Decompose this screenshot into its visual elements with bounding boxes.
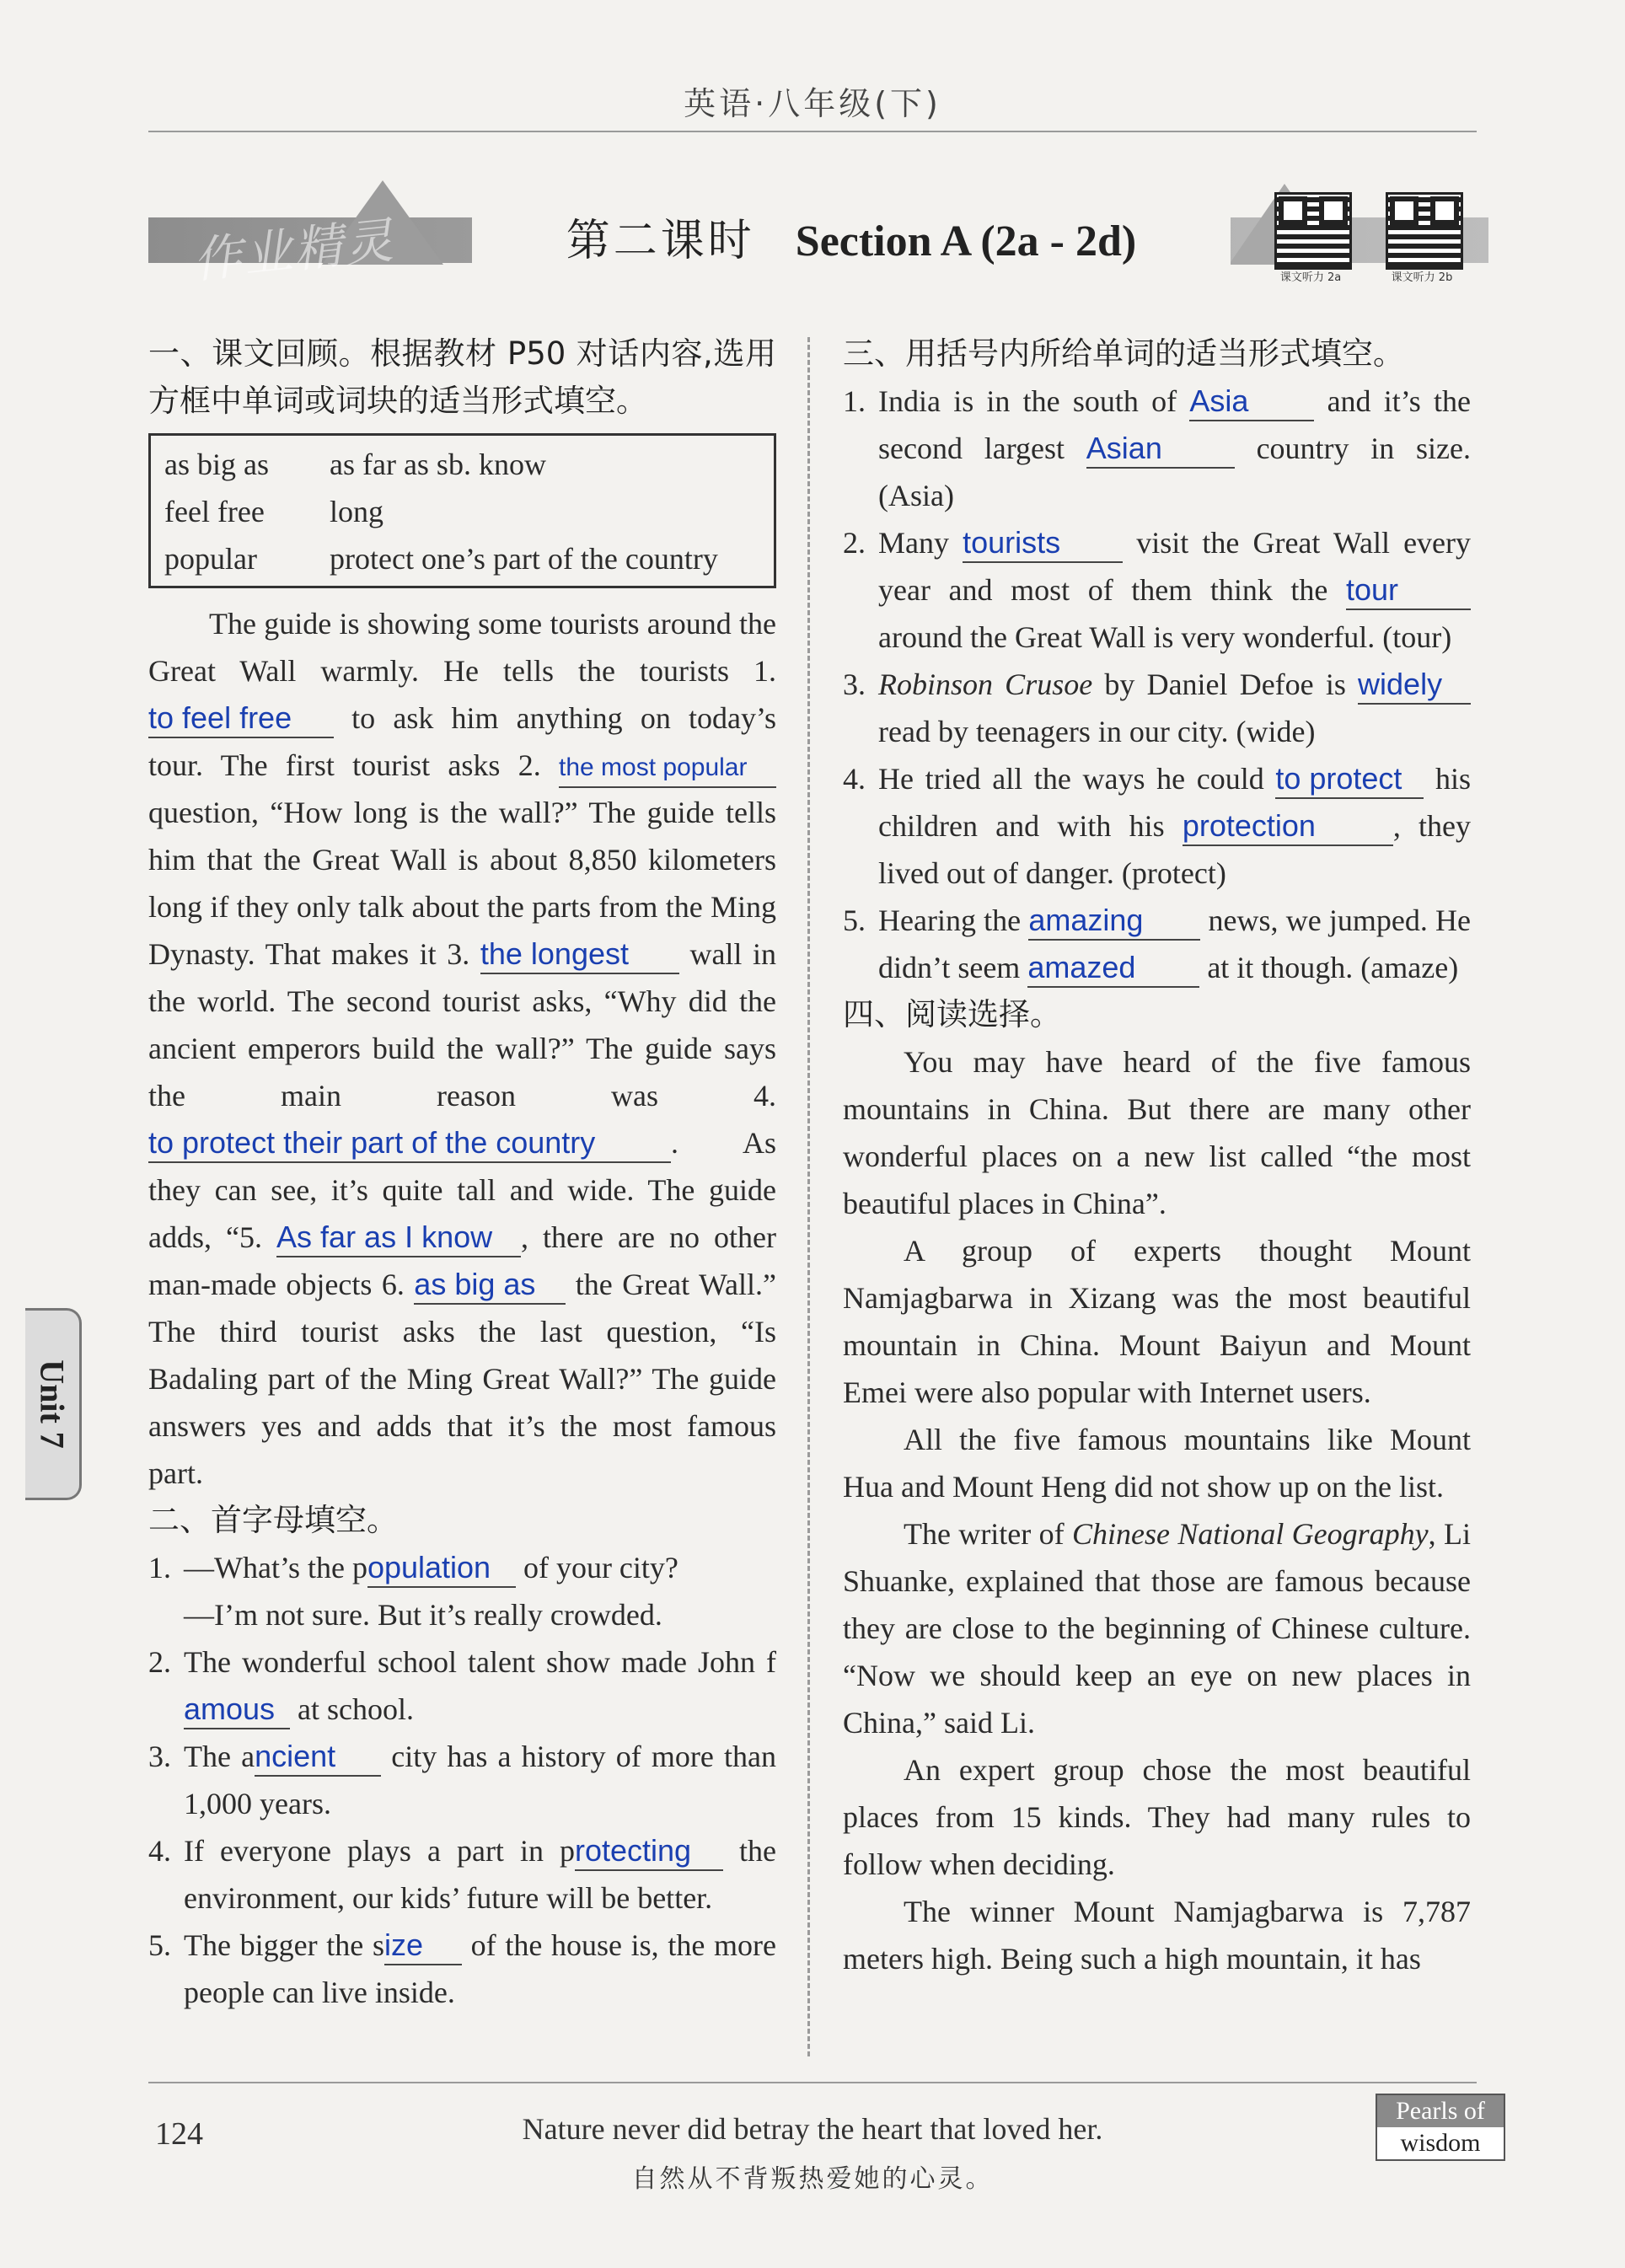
lesson-title-cn: 第二课时 xyxy=(566,216,755,266)
part3-question-2: 2. Many tourists visit the Great Wall every year and most of them think the tour around the Great Wall is very wonderful. (tour) xyxy=(843,525,1472,654)
part1-passage xyxy=(148,600,776,1497)
answer-blank[interactable]: opulation xyxy=(367,1549,516,1588)
question-text: and it’s the second largest xyxy=(878,384,1472,465)
word-box-item: popular xyxy=(164,542,257,576)
question-text: read by teenagers in our city. (wide) xyxy=(878,715,1316,748)
word-box-item: protect one’s part of the country xyxy=(330,542,718,576)
question-text: The bigger the s xyxy=(184,1928,384,1962)
part2-question-4: 4. If everyone plays a part in protecting the environment, our kids’ future will be better. xyxy=(148,1833,777,1915)
reading-paragraph: An expert group chose the most beautiful places from 15 kinds. They had many rules to follow when deciding. xyxy=(843,1753,1471,1881)
question-text: He tried all the ways he could xyxy=(878,762,1264,796)
passage-text: the Great Wall.” The third tourist asks the last question, “Is Badaling part of the Ming Great Wall?” The guide answers yes and adds that it’s the most famous part. xyxy=(148,1268,777,1490)
answer-blank-3[interactable]: the longest xyxy=(480,936,679,974)
part2-question-1: 1. —What’s the population of your city? —I’m not sure. But it’s really crowded. xyxy=(148,1550,678,1632)
part3-question-1: 1. India is in the south of Asia and it’s the second largest Asian country in size. (Asia) xyxy=(843,383,1472,512)
column-divider xyxy=(807,337,810,2056)
part1-heading: 一、课文回顾。根据教材 P50 对话内容,选用方框中单词或词块的适当形式填空。 xyxy=(148,335,776,419)
answer-blank-4[interactable]: to protect their part of the country xyxy=(148,1124,671,1163)
qr-label: 课文听力 2b xyxy=(1391,271,1453,284)
answer-blank[interactable]: to protect xyxy=(1275,760,1424,799)
question-text: Hearing the xyxy=(878,903,1022,937)
reading-text: , Li Shuanke, explained that those are famous because they are close to the beginning of Chinese culture. “Now we should keep an eye on new places in China,” said Li. xyxy=(843,1517,1471,1740)
question-text: of the house is, the more people can live inside. xyxy=(184,1928,777,2009)
answer-blank[interactable]: rotecting xyxy=(575,1832,723,1871)
question-text: around the Great Wall is very wonderful. (tour) xyxy=(878,620,1452,654)
passage-text: to ask him anything on today’s tour. The first tourist asks 2. xyxy=(148,701,776,782)
pearls-top: Pearls of xyxy=(1377,2095,1504,2127)
passage-text: The guide is showing some tourists around the Great Wall warmly. He tells the tourists 1. xyxy=(148,607,776,688)
question-text: If everyone plays a part in p xyxy=(184,1834,575,1868)
question-text: visit the Great Wall every year and most of them think the xyxy=(878,526,1472,607)
answer-blank-1[interactable]: to feel free xyxy=(148,700,334,738)
word-box-item: feel free xyxy=(164,495,265,528)
answer-blank-5[interactable]: As far as I know xyxy=(276,1219,521,1257)
quote-english: Nature never did betray the heart that loved her. xyxy=(522,2112,1103,2146)
reading-text: The writer of xyxy=(904,1517,1065,1551)
right-column xyxy=(843,330,1471,1982)
part3-question-5: 5. Hearing the amazing news, we jumped. He didn’t seem amazed at it though. (amaze) xyxy=(843,897,1471,991)
answer-blank[interactable]: tourists xyxy=(963,524,1123,563)
question-text: news, we jumped. He didn’t seem xyxy=(878,903,1472,984)
watermark-logo: 作业精灵 xyxy=(190,211,398,290)
word-box-item: long xyxy=(330,495,384,528)
part2-question-3: 3. The ancient city has a history of more than 1,000 years. xyxy=(148,1739,777,1820)
page-number: 124 xyxy=(155,2116,203,2152)
answer-blank[interactable]: amazing xyxy=(1028,902,1200,941)
question-text: Many xyxy=(878,526,949,560)
part2-question-5: 5. The bigger the size of the house is, the more people can live inside. xyxy=(148,1928,777,2009)
reading-paragraph: You may have heard of the five famous mountains in China. But there are many other wonderful places on a new list called “the most beautiful places in China”. xyxy=(843,1045,1471,1220)
passage-text: . As they can see, it’s quite tall and wide. The guide adds, “5. xyxy=(148,1126,776,1254)
passage-text: , there are no other man-made objects 6. xyxy=(148,1220,776,1301)
question-text: at school. xyxy=(298,1692,414,1726)
qr-code-icon[interactable] xyxy=(1274,192,1352,270)
answer-blank[interactable]: protection xyxy=(1183,807,1393,846)
word-box xyxy=(148,433,776,588)
reading-paragraph xyxy=(843,1510,1471,1746)
answer-blank[interactable]: ize xyxy=(384,1927,462,1965)
answer-blank-2[interactable]: the most popular xyxy=(559,749,776,788)
question-text: —What’s the p xyxy=(184,1551,367,1584)
answer-blank[interactable]: amazed xyxy=(1027,949,1199,988)
part4-heading: 四、阅读选择。 xyxy=(843,996,1061,1032)
header-rule xyxy=(148,131,1477,132)
reading-paragraph: The winner Mount Namjagbarwa is 7,787 meters high. Being such a high mountain, it has xyxy=(843,1895,1471,1976)
question-text: city has a history of more than 1,000 years. xyxy=(184,1740,777,1820)
quote-chinese: 自然从不背叛热爱她的心灵。 xyxy=(631,2164,994,2194)
book-title: Robinson Crusoe xyxy=(878,668,1093,701)
question-text: of your city? xyxy=(523,1551,678,1584)
answer-blank[interactable]: ncient xyxy=(255,1738,381,1777)
question-text: The a xyxy=(184,1740,255,1773)
answer-blank[interactable]: amous xyxy=(184,1691,290,1729)
part3-question-4: 4. He tried all the ways he could to protect his children and with his protection , they lived out of danger. (protect) xyxy=(843,761,1472,890)
question-text: by Daniel Defoe is xyxy=(1104,668,1346,701)
answer-blank[interactable]: widely xyxy=(1358,666,1471,705)
qr-label: 课文听力 2a xyxy=(1279,271,1342,284)
pearls-bottom: wisdom xyxy=(1377,2127,1504,2159)
passage-text: question, “How long is the wall?” The guide tells him that the Great Wall is about 8,850 kilometers long if they only talk about the parts from the Ming Dynasty. That makes it 3. xyxy=(148,796,776,971)
word-box-item: as far as sb. know xyxy=(330,448,546,481)
unit-tab-label: Unit 7 xyxy=(33,1359,72,1449)
question-text: his children and with his xyxy=(878,762,1471,843)
question-text: at it though. (amaze) xyxy=(1207,951,1459,984)
answer-blank[interactable]: tour xyxy=(1346,571,1471,610)
question-text: —I’m not sure. But it’s really crowded. xyxy=(184,1598,662,1632)
passage-text: wall in the world. The second tourist asks, “Why did the ancient emperors build the wall?” The guide says the main reason was 4. xyxy=(148,937,777,1113)
magazine-title: Chinese National Geography xyxy=(1071,1517,1429,1551)
left-column xyxy=(148,330,776,2016)
question-text: India is in the south of xyxy=(878,384,1177,418)
answer-blank-6[interactable]: as big as xyxy=(414,1266,566,1305)
reading-paragraph: A group of experts thought Mount Namjagbarwa in Xizang was the most beautiful mountain in China. Mount Baiyun and Mount Emei were also popular with Internet users. xyxy=(843,1234,1471,1409)
question-text: the environment, our kids’ future will be better. xyxy=(184,1834,777,1915)
reading-paragraph: All the five famous mountains like Mount Hua and Mount Heng did not show up on the list. xyxy=(843,1423,1471,1504)
qr-code-icon[interactable] xyxy=(1386,192,1463,270)
part3-heading: 三、用括号内所给单词的适当形式填空。 xyxy=(843,335,1404,372)
lesson-title-en: Section A (2a - 2d) xyxy=(795,217,1137,265)
answer-blank[interactable]: Asian xyxy=(1086,430,1235,469)
footer-rule xyxy=(148,2082,1477,2083)
pearls-of-wisdom-badge xyxy=(1376,2094,1505,2161)
question-text: The wonderful school talent show made John f xyxy=(184,1645,776,1679)
word-box-item: as big as xyxy=(164,448,269,481)
question-text: country in size. (Asia) xyxy=(878,432,1472,512)
question-text: , they lived out of danger. (protect) xyxy=(878,809,1472,890)
part3-question-3: 3. Robinson Crusoe by Daniel Defoe is widely read by teenagers in our city. (wide) xyxy=(843,661,1471,755)
part2-question-2: 2. The wonderful school talent show made John famous at school. xyxy=(148,1638,776,1733)
lesson-title xyxy=(472,205,1231,268)
answer-blank[interactable]: Asia xyxy=(1189,383,1314,421)
running-head: 英语·八年级(下) xyxy=(684,85,941,122)
unit-side-tab xyxy=(25,1308,82,1500)
part2-heading: 二、首字母填空。 xyxy=(148,1502,398,1538)
